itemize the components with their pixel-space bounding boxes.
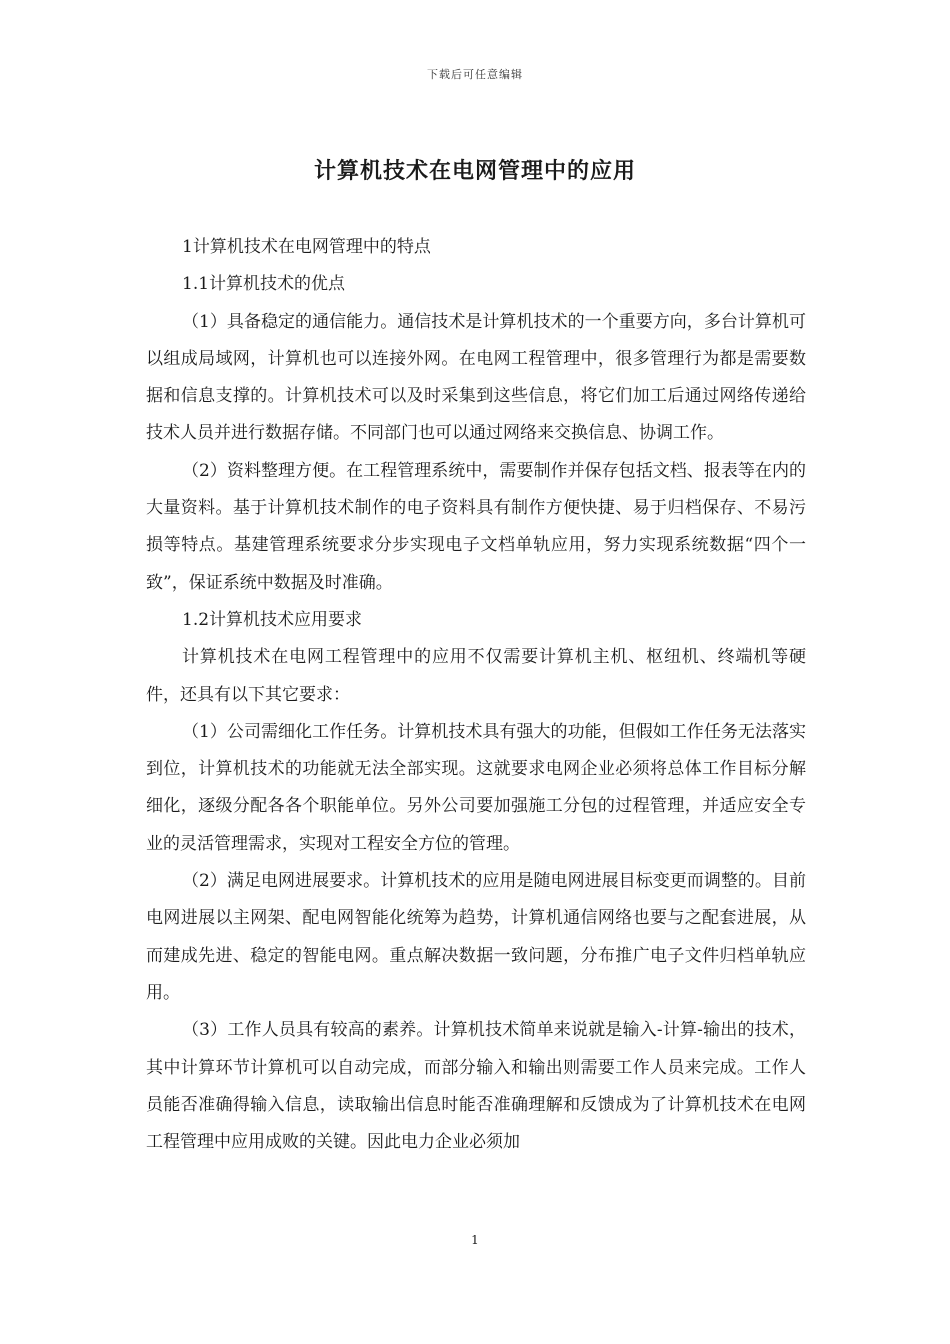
body-paragraph: （2）资料整理方便。在工程管理系统中，需要制作并保存包括文档、报表等在内的大量资料。基于计算机技术制作的电子资料具有制作方便快捷、易于归档保存、不易污损等特点。基建管理系统要求分步实现电子文档单轨应用，努力实现系统数据“四个一致”，保证系统中数据及时准确。 [146,460,806,593]
subsection-heading: 1.1计算机技术的优点 [182,274,346,295]
header-note: 下载后可任意编辑 [427,68,523,81]
subsection-heading: 1.2计算机技术应用要求 [182,609,363,630]
section-heading: 1计算机技术在电网管理中的特点 [182,237,431,257]
document-body [146,229,806,1161]
body-paragraph: （1）公司需细化工作任务。计算机技术具有强大的功能，但假如工作任务无法落实到位，计算机技术的功能就无法全部实现。这就要求电网企业必须将总体工作目标分解细化，逐级分配各各个职能单位。另外公司要加强施工分包的过程管理，并适应安全专业的灵活管理需求，实现对工程安全方位的管理。 [146,721,806,854]
page-number: 1 [471,1233,479,1247]
body-paragraph: （1）具备稳定的通信能力。通信技术是计算机技术的一个重要方向，多台计算机可以组成局域网，计算机也可以连接外网。在电网工程管理中，很多管理行为都是需要数据和信息支撑的。计算机技术可以及时采集到这些信息，将它们加工后通过网络传递给技术人员并进行数据存储。不同部门也可以通过网络来交换信息、协调工作。 [146,311,806,444]
body-paragraph: （3）工作人员具有较高的素养。计算机技术简单来说就是输入-计算-输出的技术，其中计算环节计算机可以自动完成，而部分输入和输出则需要工作人员来完成。工作人员能否准确得输入信息，读取输出信息时能否准确理解和反馈成为了计算机技术在电网工程管理中应用成败的关键。因此电力企业必须加 [146,1020,806,1153]
body-paragraph: 计算机技术在电网工程管理中的应用不仅需要计算机主机、枢纽机、终端机等硬件，还具有以下其它要求： [146,647,806,705]
body-paragraph: （2）满足电网进展要求。计算机技术的应用是随电网进展目标变更而调整的。目前电网进展以主网架、配电网智能化统筹为趋势，计算机通信网络也要与之配套进展，从而建成先进、稳定的智能电网。重点解决数据一致问题，分布推广电子文件归档单轨应用。 [146,871,806,1003]
document-title: 计算机技术在电网管理中的应用 [313,158,636,184]
